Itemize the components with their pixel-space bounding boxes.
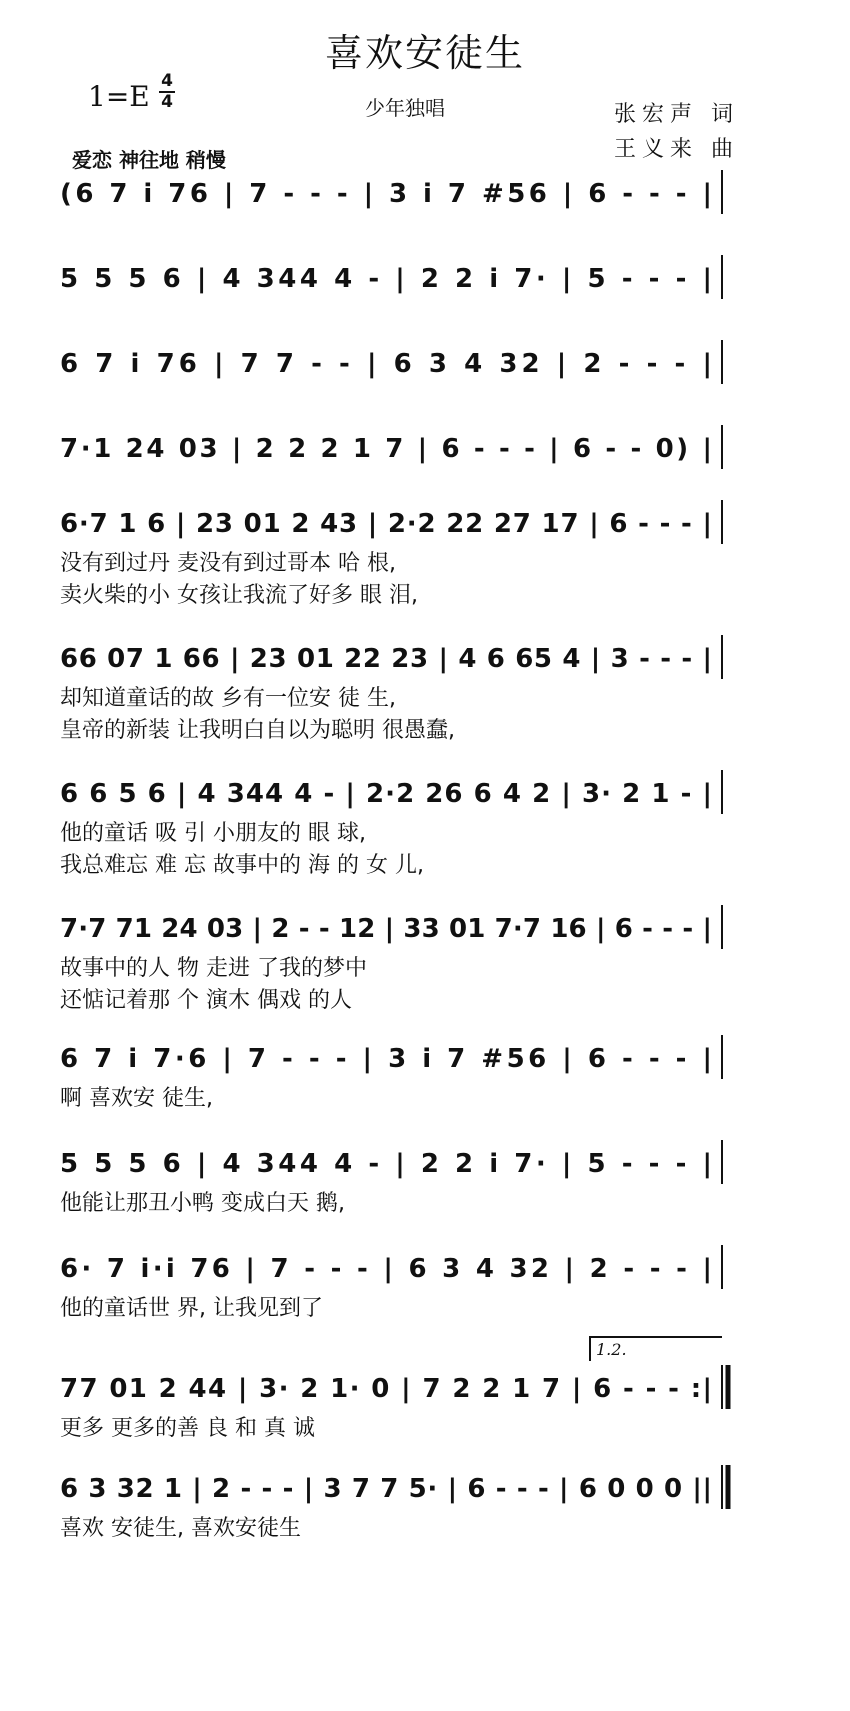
lyric-line: 他能让那丑小鸭 变成白天 鹅, bbox=[60, 1191, 345, 1216]
notation-line: 5 5 5 6 | 4 344 4 - | 2 2 i 7· | 5 - - - | bbox=[60, 264, 712, 294]
tempo-marking: 爱恋 神往地 稍慢 bbox=[72, 148, 226, 172]
notation-line: 5 5 5 6 | 4 344 4 - | 2 2 i 7· | 5 - - - | bbox=[60, 1149, 712, 1179]
key-signature: 1=E bbox=[88, 80, 150, 113]
notation-line: 66 07 1 66 | 23 01 22 23 | 4 6 65 4 | 3 - - - | bbox=[60, 644, 712, 674]
performance-type: 少年独唱 bbox=[365, 96, 445, 120]
lyric-line: 皇帝的新装 让我明白自以为聪明 很愚蠢, bbox=[60, 718, 455, 743]
notation-line: 6 6 5 6 | 4 344 4 - | 2·2 26 6 4 2 | 3· 2 1 - | bbox=[60, 779, 712, 809]
notation-line: 6·7 1 6 | 23 01 2 43 | 2·2 22 27 17 | 6 - - - | bbox=[60, 509, 712, 539]
song-title: 喜欢安徒生 bbox=[324, 31, 525, 75]
notation-line: 77 01 2 44 | 3· 2 1· 0 | 7 2 2 1 7 | 6 - - - :| bbox=[60, 1374, 712, 1404]
lyric-line: 他的童话世 界, 让我见到了 bbox=[60, 1296, 323, 1321]
lyric-line: 喜欢 安徒生, 喜欢安徒生 bbox=[60, 1516, 301, 1541]
notation-line: 6 7 i 7·6 | 7 - - - | 3 i 7 #56 | 6 - - - | bbox=[60, 1044, 712, 1074]
lyric-line: 却知道童话的故 乡有一位安 徒 生, bbox=[60, 686, 396, 711]
time-signature-top: 4 bbox=[161, 71, 173, 91]
lyric-line: 更多 更多的善 良 和 真 诚 bbox=[60, 1416, 315, 1441]
lyric-line: 没有到过丹 麦没有到过哥本 哈 根, bbox=[60, 551, 396, 576]
lyric-line: 啊 喜欢安 徒生, bbox=[60, 1086, 213, 1111]
notation-line: 7·1 24 03 | 2 2 2 1 7 | 6 - - - | 6 - - 0) | bbox=[60, 434, 712, 464]
lyric-line: 故事中的人 物 走进 了我的梦中 bbox=[60, 956, 367, 981]
notation-line: (6 7 i 76 | 7 - - - | 3 i 7 #56 | 6 - - - | bbox=[60, 179, 712, 209]
volta-label: 1.2. bbox=[596, 1340, 627, 1359]
notation-line: 6 7 i 76 | 7 7 - - | 6 3 4 32 | 2 - - - | bbox=[60, 349, 712, 379]
composer-credit: 王义来 曲 bbox=[614, 137, 739, 162]
notation-line: 7·7 71 24 03 | 2 - - 12 | 33 01 7·7 16 | 6 - - - | bbox=[60, 914, 712, 944]
lyricist-credit: 张宏声 词 bbox=[614, 102, 739, 127]
notation-line: 6 3 32 1 | 2 - - - | 3 7 7 5· | 6 - - - | 6 0 0 0 || bbox=[60, 1474, 712, 1504]
lyric-line: 他的童话 吸 引 小朋友的 眼 球, bbox=[60, 821, 366, 846]
time-signature-bottom: 4 bbox=[161, 92, 173, 112]
notation-line: 6· 7 i·i 76 | 7 - - - | 6 3 4 32 | 2 - - - | bbox=[60, 1254, 712, 1284]
lyric-line: 卖火柴的小 女孩让我流了好多 眼 泪, bbox=[60, 583, 418, 608]
lyric-line: 我总难忘 难 忘 故事中的 海 的 女 儿, bbox=[60, 853, 424, 878]
lyric-line: 还惦记着那 个 演木 偶戏 的人 bbox=[60, 988, 352, 1013]
